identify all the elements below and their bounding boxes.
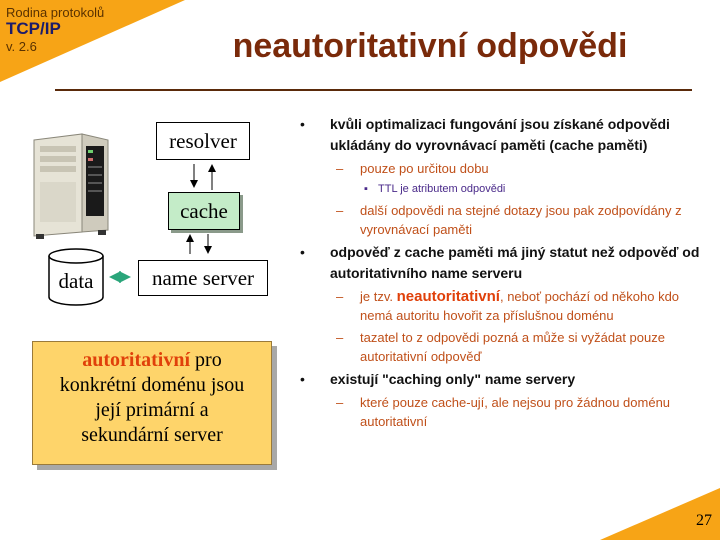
bullet-status: • odpověď z cache paměti má jiný statut než odpověď od autoritativního name serveru: [300, 244, 700, 281]
page-number: 27: [696, 512, 712, 529]
series-title: Rodina protokolů: [6, 5, 105, 20]
bullet-list: [300, 114, 710, 434]
title-divider: [55, 89, 692, 91]
series-version: v. 2.6: [6, 39, 37, 54]
bullet-caching: • kvůli optimalizaci fungování jsou získané odpovědi ukládány do vyrovnávací paměti (cache paměti): [300, 116, 670, 153]
resolver-box: resolver: [156, 122, 250, 160]
bullet-non-authoritative: – je tzv. neautoritativní, neboť pochází od někoho kdo nemá autoritu hovořit za příslušnou doménu: [336, 288, 680, 323]
non-authoritative-highlight: neautoritativní: [396, 288, 500, 305]
info-line2: konkrétní doménu jsou: [59, 374, 245, 396]
info-line1: pro: [190, 349, 222, 371]
bullet-ttl-period: – pouze po určitou dobu: [336, 161, 489, 176]
authoritative-note-box: [32, 341, 272, 465]
cache-box: cache: [168, 192, 240, 230]
series-name: TCP/IP: [6, 19, 61, 38]
authoritative-highlight: autoritativní: [82, 349, 191, 371]
bullet-requester: – tazatel to z odpovědi pozná a může si vyžádat pouze autoritativní odpověď: [336, 330, 665, 364]
server-tower-icon: [30, 132, 112, 240]
info-line4: sekundární server: [81, 424, 223, 446]
bullet-caching-only: • existují "caching only" name servery: [300, 371, 576, 387]
bullet-ttl-attribute: ▪ TTL je atributem odpovědi: [364, 183, 506, 195]
bullet-cache-answers: – další odpovědi na stejné dotazy jsou pak zodpovídány z vyrovnávací paměti: [336, 203, 682, 237]
page-title: neautoritativní odpovědi: [232, 27, 628, 65]
data-label: data: [58, 269, 94, 293]
bullet-caching-only-detail: – které pouze cache-ují, ale nejsou pro žádnou doménu autoritativní: [336, 395, 671, 429]
name-server-box: name server: [138, 260, 268, 296]
info-line3: její primární a: [95, 399, 209, 421]
